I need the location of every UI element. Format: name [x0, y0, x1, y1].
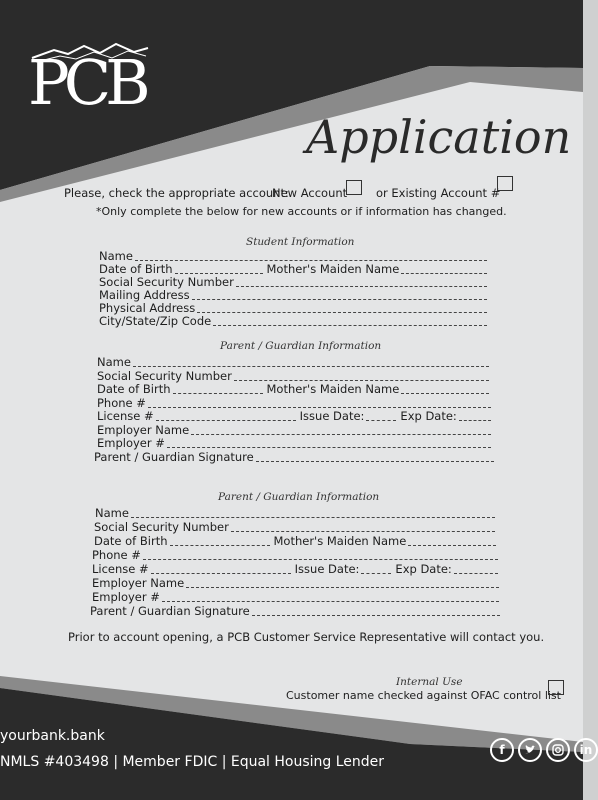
student-maiden-label: Mother's Maiden Name [266, 262, 400, 276]
student-ssn-field[interactable] [99, 275, 487, 289]
ofac-checkbox[interactable] [548, 680, 564, 695]
twitter-icon[interactable] [518, 738, 542, 762]
new-account-checkbox[interactable] [346, 180, 362, 195]
parent2-dob-field[interactable] [94, 534, 496, 548]
footer-nmls: NMLS #403498 | Member FDIC | Equal Housing Lender [0, 754, 385, 770]
parent1-dob-label: Date of Birth [97, 382, 171, 396]
student-dob-label: Date of Birth [99, 262, 173, 276]
parent2-employer-name-field[interactable] [92, 576, 499, 590]
parent1-ssn-label: Social Security Number [97, 369, 232, 383]
parent2-ssn-field[interactable] [94, 520, 495, 534]
parent2-issue-label: Issue Date: [294, 562, 360, 576]
parent1-phone-label: Phone # [97, 396, 146, 410]
parent1-employer-name-field[interactable] [97, 423, 491, 437]
footer-url[interactable]: yourbank.bank [0, 728, 105, 744]
ofac-label: Customer name checked against OFAC control list [286, 689, 561, 702]
parent2-name-field[interactable] [95, 506, 495, 520]
parent2-maiden-label: Mother's Maiden Name [273, 534, 407, 548]
parent1-phone-field[interactable] [97, 396, 491, 410]
student-dob-field[interactable] [99, 262, 487, 276]
parent1-section-header: Parent / Guardian Information [220, 340, 382, 352]
parent1-issue-label: Issue Date: [299, 409, 365, 423]
internal-use-header: Internal Use [396, 676, 463, 688]
parent1-maiden-label: Mother's Maiden Name [266, 382, 400, 396]
existing-account-label: or Existing Account # [376, 186, 501, 200]
parent1-employer-no-label: Employer # [97, 436, 165, 450]
account-prompt: Please, check the appropriate account: [64, 186, 289, 200]
student-city-field[interactable] [99, 314, 487, 328]
instagram-icon[interactable] [546, 738, 570, 762]
parent1-name-label: Name [97, 355, 131, 369]
parent1-signature-field[interactable] [94, 450, 494, 464]
parent2-employer-no-label: Employer # [92, 590, 160, 604]
student-physical-field[interactable] [99, 301, 487, 315]
parent2-license-field[interactable] [92, 562, 498, 576]
parent2-exp-label: Exp Date: [395, 562, 452, 576]
student-ssn-label: Social Security Number [99, 275, 234, 289]
parent1-license-field[interactable] [97, 409, 491, 423]
parent1-employer-no-field[interactable] [97, 436, 491, 450]
pcb-logo: PCB [28, 46, 145, 119]
facebook-icon[interactable]: f [490, 738, 514, 762]
parent1-exp-label: Exp Date: [400, 409, 457, 423]
student-mailing-field[interactable] [99, 288, 487, 302]
parent2-dob-label: Date of Birth [94, 534, 168, 548]
parent2-signature-label: Parent / Guardian Signature [90, 604, 250, 618]
parent2-employer-no-field[interactable] [92, 590, 499, 604]
parent1-name-field[interactable] [97, 355, 489, 369]
parent1-dob-field[interactable] [97, 382, 489, 396]
parent2-ssn-label: Social Security Number [94, 520, 229, 534]
new-account-label: New Account [272, 186, 348, 200]
parent1-ssn-field[interactable] [97, 369, 489, 383]
parent2-license-label: License # [92, 562, 149, 576]
parent1-signature-label: Parent / Guardian Signature [94, 450, 254, 464]
linkedin-icon[interactable]: in [574, 738, 598, 762]
page-title: Application [306, 110, 572, 164]
parent2-phone-label: Phone # [92, 548, 141, 562]
student-name-label: Name [99, 249, 133, 263]
student-physical-label: Physical Address [99, 301, 196, 315]
student-city-label: City/State/Zip Code [99, 314, 212, 328]
student-name-field[interactable] [99, 249, 487, 263]
parent2-signature-field[interactable] [90, 604, 500, 618]
parent1-license-label: License # [97, 409, 154, 423]
closing-text: Prior to account opening, a PCB Customer Service Representative will contact you. [68, 630, 545, 644]
parent2-name-label: Name [95, 506, 129, 520]
student-section-header: Student Information [246, 236, 355, 248]
existing-account-checkbox[interactable] [497, 176, 513, 191]
parent2-section-header: Parent / Guardian Information [218, 491, 380, 503]
parent2-employer-name-label: Employer Name [92, 576, 185, 590]
instruction-note: *Only complete the below for new accounts or if information has changed. [96, 205, 507, 218]
student-mailing-label: Mailing Address [99, 288, 190, 302]
parent2-phone-field[interactable] [92, 548, 498, 562]
parent1-employer-name-label: Employer Name [97, 423, 190, 437]
